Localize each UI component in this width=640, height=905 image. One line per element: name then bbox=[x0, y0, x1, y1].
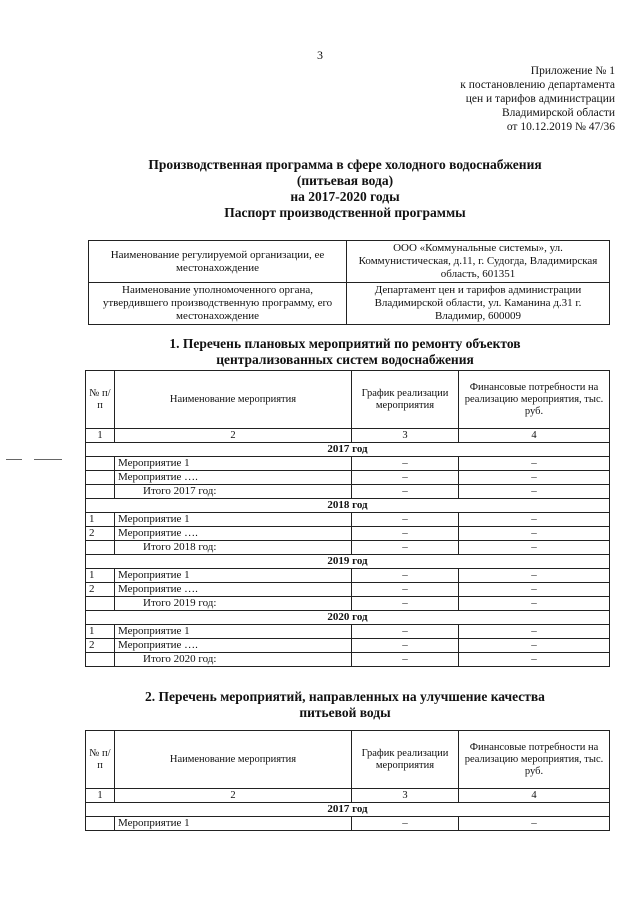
passport-row bbox=[89, 283, 610, 325]
repair-plan-table bbox=[85, 370, 610, 667]
row-finance: – bbox=[459, 583, 610, 597]
row-schedule: – bbox=[352, 513, 459, 527]
col-number: 2 bbox=[115, 789, 352, 803]
header-schedule: График реализации мероприятия bbox=[352, 731, 459, 789]
appendix-line: от 10.12.2019 № 47/36 bbox=[506, 121, 615, 133]
row-name: Мероприятие 1 bbox=[115, 817, 352, 831]
row-number: 2 bbox=[86, 639, 115, 653]
row-name: Мероприятие …. bbox=[115, 471, 352, 485]
total-label: Итого 2020 год: bbox=[115, 653, 352, 667]
row-schedule: – bbox=[352, 527, 459, 541]
year-label: 2018 год bbox=[86, 499, 610, 513]
col-number: 3 bbox=[352, 789, 459, 803]
section-heading-line: 2. Перечень мероприятий, направленных на улучшение качества bbox=[145, 689, 545, 704]
table-row bbox=[86, 513, 610, 527]
header-schedule: График реализации мероприятия bbox=[352, 371, 459, 429]
year-row bbox=[86, 555, 610, 569]
appendix-line: Приложение № 1 bbox=[530, 65, 615, 77]
total-num-cell bbox=[86, 485, 115, 499]
passport-value: Департамент цен и тарифов администрации Владимирской области, ул. Каманина д.31 г. Владимир, 600009 bbox=[347, 283, 610, 325]
header-name: Наименование мероприятия bbox=[115, 731, 352, 789]
water-quality-table bbox=[85, 730, 610, 831]
header-finance: Финансовые потребности на реализацию мероприятия, тыс. руб. bbox=[459, 371, 610, 429]
total-label: Итого 2018 год: bbox=[115, 541, 352, 555]
total-num-cell bbox=[86, 653, 115, 667]
section2-heading bbox=[80, 689, 610, 721]
total-row bbox=[86, 597, 610, 611]
passport-label: Наименование регулируемой организации, ее местонахождение bbox=[89, 241, 347, 283]
total-row bbox=[86, 485, 610, 499]
col-number: 4 bbox=[459, 429, 610, 443]
total-finance: – bbox=[459, 653, 610, 667]
row-schedule: – bbox=[352, 639, 459, 653]
column-number-row bbox=[86, 429, 610, 443]
table-row bbox=[86, 569, 610, 583]
table-row bbox=[86, 583, 610, 597]
row-finance: – bbox=[459, 457, 610, 471]
year-label: 2020 год bbox=[86, 611, 610, 625]
row-number bbox=[86, 471, 115, 485]
row-finance: – bbox=[459, 817, 610, 831]
row-finance: – bbox=[459, 527, 610, 541]
year-label: 2017 год bbox=[86, 443, 610, 457]
passport-row bbox=[89, 241, 610, 283]
row-schedule: – bbox=[352, 817, 459, 831]
row-schedule: – bbox=[352, 569, 459, 583]
row-number: 2 bbox=[86, 527, 115, 541]
year-row bbox=[86, 611, 610, 625]
appendix-note bbox=[400, 64, 615, 134]
table-row bbox=[86, 527, 610, 541]
margin-mark bbox=[6, 459, 22, 460]
table-header-row bbox=[86, 371, 610, 429]
repair-plan-body bbox=[86, 371, 610, 667]
row-finance: – bbox=[459, 639, 610, 653]
year-row bbox=[86, 443, 610, 457]
col-number: 1 bbox=[86, 789, 115, 803]
table-row bbox=[86, 817, 610, 831]
appendix-line: к постановлению департамента bbox=[460, 79, 615, 91]
title-line: на 2017-2020 годы bbox=[290, 189, 400, 204]
total-schedule: – bbox=[352, 485, 459, 499]
table-header-row bbox=[86, 731, 610, 789]
row-name: Мероприятие …. bbox=[115, 527, 352, 541]
table-row bbox=[86, 457, 610, 471]
section1-heading bbox=[80, 336, 610, 368]
passport-label: Наименование уполномоченного органа, утвердившего производственную программу, его местонахождение bbox=[89, 283, 347, 325]
column-number-row bbox=[86, 789, 610, 803]
appendix-line: цен и тарифов администрации bbox=[465, 93, 615, 105]
year-row bbox=[86, 803, 610, 817]
row-number: 1 bbox=[86, 513, 115, 527]
col-number: 1 bbox=[86, 429, 115, 443]
col-number: 3 bbox=[352, 429, 459, 443]
row-finance: – bbox=[459, 513, 610, 527]
row-number: 1 bbox=[86, 569, 115, 583]
year-label: 2017 год bbox=[86, 803, 610, 817]
total-schedule: – bbox=[352, 653, 459, 667]
col-number: 4 bbox=[459, 789, 610, 803]
total-schedule: – bbox=[352, 597, 459, 611]
total-row bbox=[86, 541, 610, 555]
row-name: Мероприятие 1 bbox=[115, 513, 352, 527]
row-finance: – bbox=[459, 625, 610, 639]
row-schedule: – bbox=[352, 471, 459, 485]
water-quality-body bbox=[86, 731, 610, 831]
total-num-cell bbox=[86, 541, 115, 555]
passport-table bbox=[88, 240, 610, 325]
row-finance: – bbox=[459, 569, 610, 583]
row-finance: – bbox=[459, 471, 610, 485]
total-row bbox=[86, 653, 610, 667]
document-title bbox=[80, 157, 610, 221]
title-line: (питьевая вода) bbox=[296, 173, 394, 188]
passport-value: ООО «Коммунальные системы», ул. Коммунистическая, д.11, г. Судогда, Владимирская область, 601351 bbox=[347, 241, 610, 283]
row-number bbox=[86, 817, 115, 831]
row-name: Мероприятие 1 bbox=[115, 457, 352, 471]
total-finance: – bbox=[459, 485, 610, 499]
row-name: Мероприятие …. bbox=[115, 583, 352, 597]
year-label: 2019 год bbox=[86, 555, 610, 569]
header-finance: Финансовые потребности на реализацию мероприятия, тыс. руб. bbox=[459, 731, 610, 789]
section-heading-line: централизованных систем водоснабжения bbox=[216, 352, 474, 367]
row-number: 1 bbox=[86, 625, 115, 639]
appendix-line: Владимирской области bbox=[501, 107, 615, 119]
table-row bbox=[86, 639, 610, 653]
col-number: 2 bbox=[115, 429, 352, 443]
total-finance: – bbox=[459, 541, 610, 555]
year-row bbox=[86, 499, 610, 513]
header-num: № п/п bbox=[86, 371, 115, 429]
row-number: 2 bbox=[86, 583, 115, 597]
page-number: 3 bbox=[317, 48, 323, 62]
title-line: Паспорт производственной программы bbox=[224, 205, 466, 220]
section-heading-line: питьевой воды bbox=[299, 705, 391, 720]
table-row bbox=[86, 625, 610, 639]
total-label: Итого 2017 год: bbox=[115, 485, 352, 499]
margin-mark bbox=[34, 459, 62, 460]
header-num: № п/п bbox=[86, 731, 115, 789]
section-heading-line: 1. Перечень плановых мероприятий по ремонту объектов bbox=[169, 336, 521, 351]
header-name: Наименование мероприятия bbox=[115, 371, 352, 429]
table-row bbox=[86, 471, 610, 485]
row-name: Мероприятие …. bbox=[115, 639, 352, 653]
row-name: Мероприятие 1 bbox=[115, 625, 352, 639]
total-num-cell bbox=[86, 597, 115, 611]
title-line: Производственная программа в сфере холодного водоснабжения bbox=[148, 157, 542, 172]
total-finance: – bbox=[459, 597, 610, 611]
row-name: Мероприятие 1 bbox=[115, 569, 352, 583]
row-number bbox=[86, 457, 115, 471]
row-schedule: – bbox=[352, 583, 459, 597]
total-label: Итого 2019 год: bbox=[115, 597, 352, 611]
row-schedule: – bbox=[352, 457, 459, 471]
row-schedule: – bbox=[352, 625, 459, 639]
total-schedule: – bbox=[352, 541, 459, 555]
